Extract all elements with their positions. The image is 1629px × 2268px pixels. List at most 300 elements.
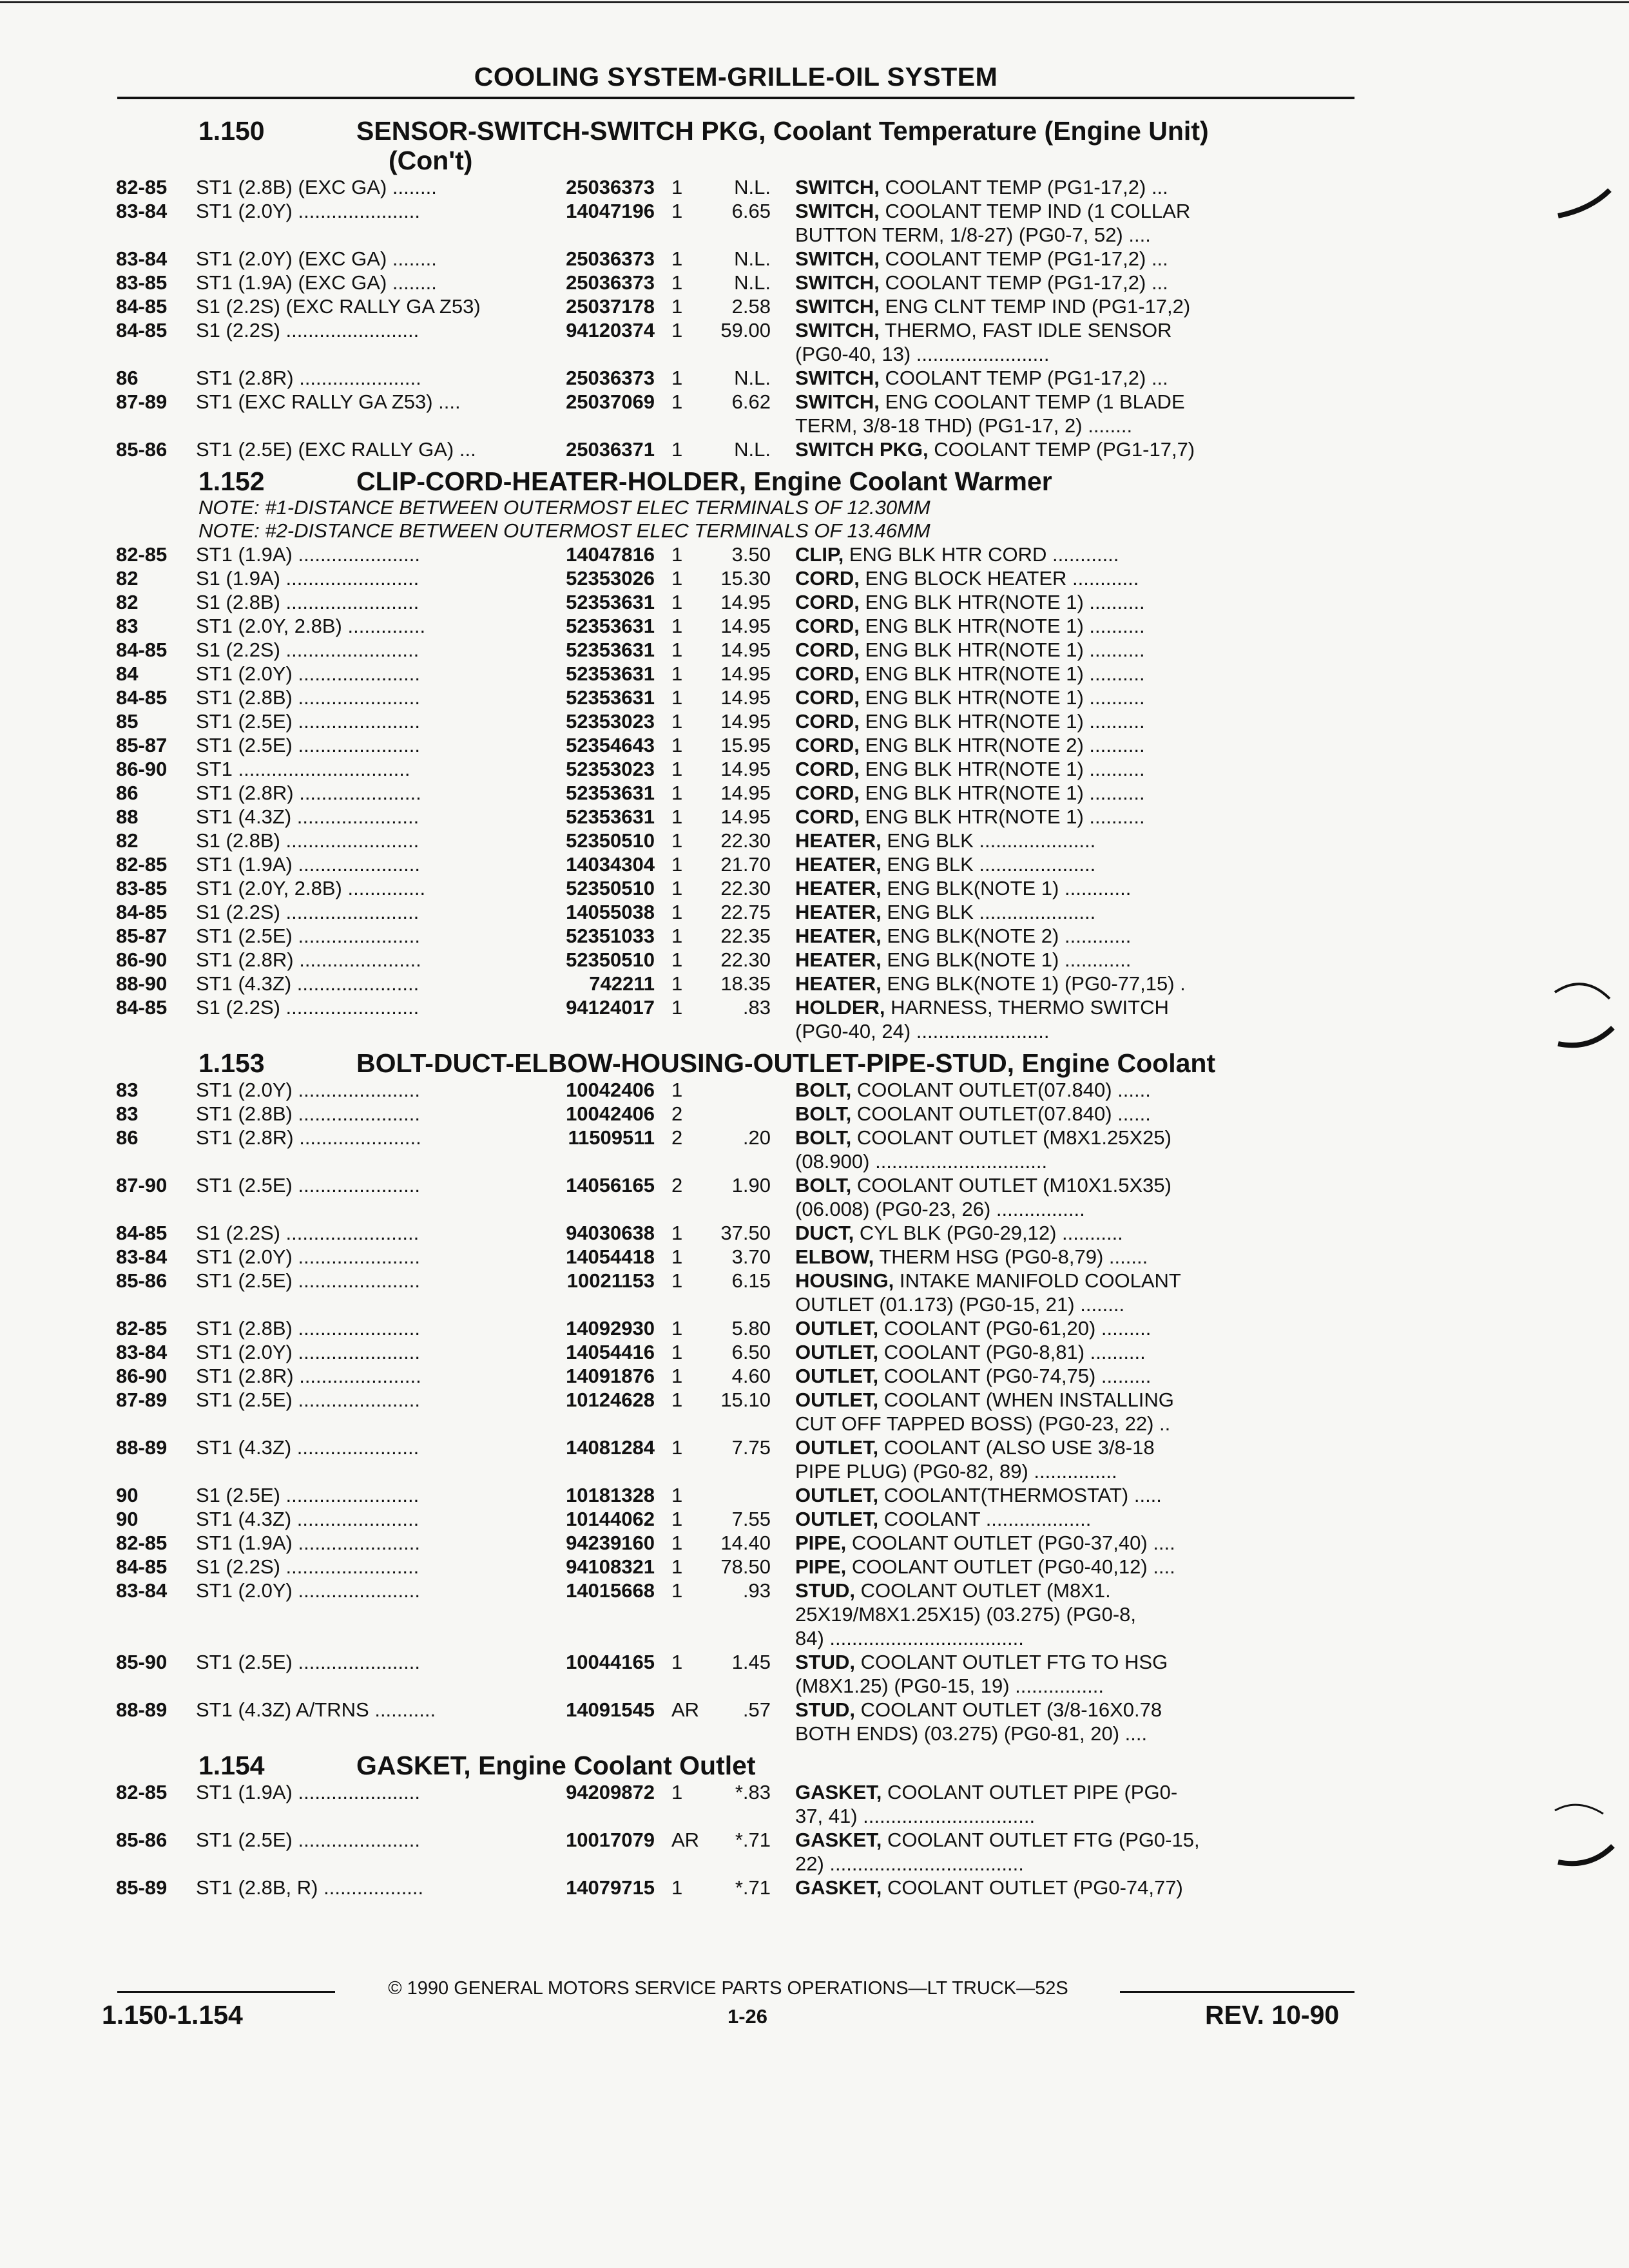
part-keyword: HOLDER, xyxy=(795,996,885,1019)
part-description xyxy=(795,590,1360,614)
application: ST1 (2.0Y) ...................... xyxy=(196,1079,420,1101)
part-description-text: COOLANT OUTLET(07.840) ...... xyxy=(851,1102,1151,1125)
part-number: 52353631 xyxy=(566,782,655,804)
part-row xyxy=(116,757,1360,781)
price: 15.10 xyxy=(720,1389,771,1411)
part-row xyxy=(116,1650,1360,1698)
part-number: 14054418 xyxy=(566,1245,655,1268)
application: ST1 (2.8B) ...................... xyxy=(196,1317,420,1340)
part-keyword: STUD, xyxy=(795,1698,855,1721)
part-keyword: OUTLET, xyxy=(795,1389,879,1411)
part-number: 52353026 xyxy=(566,567,655,590)
part-description-text: THERMO, FAST IDLE SENSOR (PG0-40, 13) ........................ xyxy=(795,319,1172,365)
footer-rule-left xyxy=(117,1991,335,1993)
quantity: 1 xyxy=(671,1245,683,1268)
section-number: 1.153 xyxy=(198,1048,265,1078)
price: 14.40 xyxy=(720,1532,771,1554)
price: 7.75 xyxy=(731,1436,771,1459)
model-years: 82 xyxy=(116,567,139,590)
part-row xyxy=(116,1364,1360,1388)
quantity: 1 xyxy=(671,829,683,852)
catalog-section xyxy=(116,466,1360,1043)
part-description-text: COOLANT OUTLET (M8X1. 25X19/M8X1.25X15) (03.275) (PG0-8, 84) ................................... xyxy=(795,1579,1137,1649)
part-row xyxy=(116,566,1360,590)
part-description-text: ENG BLOCK HEATER ............ xyxy=(859,567,1139,590)
part-row xyxy=(116,1507,1360,1531)
part-description-text: COOLANT (PG0-74,75) ......... xyxy=(878,1365,1152,1387)
quantity: 1 xyxy=(671,710,683,733)
part-keyword: CORD, xyxy=(795,686,860,709)
revision-label: REV. 10-90 xyxy=(1205,2000,1340,2030)
part-number: 25036371 xyxy=(566,438,655,461)
quantity: 1 xyxy=(671,247,683,270)
part-row xyxy=(116,972,1360,995)
part-row xyxy=(116,1531,1360,1555)
part-description-text: COOLANT OUTLET(07.840) ...... xyxy=(851,1079,1151,1101)
part-description-text: THERM HSG (PG0-8,79) ....... xyxy=(874,1245,1148,1268)
part-description-text: COOLANT OUTLET (PG0-40,12) .... xyxy=(846,1555,1175,1578)
model-years: 87-89 xyxy=(116,1389,168,1411)
part-description-text: COOLANT ................... xyxy=(878,1508,1092,1530)
part-description xyxy=(795,948,1360,972)
price: 14.95 xyxy=(720,782,771,804)
part-keyword: SWITCH, xyxy=(795,295,880,318)
page-number: 1-26 xyxy=(727,2005,768,2028)
price: *.71 xyxy=(735,1876,771,1899)
application: ST1 (2.5E) ...................... xyxy=(196,1269,420,1292)
part-description xyxy=(795,294,1360,318)
part-keyword: ELBOW, xyxy=(795,1245,874,1268)
part-keyword: DUCT, xyxy=(795,1222,854,1244)
model-years: 82-85 xyxy=(116,853,168,876)
quantity: 1 xyxy=(671,176,683,198)
part-description xyxy=(795,1780,1360,1828)
parts-catalog xyxy=(116,111,1360,1899)
part-keyword: GASKET, xyxy=(795,1829,882,1851)
quantity: 1 xyxy=(671,390,683,413)
price: 22.30 xyxy=(720,829,771,852)
part-description xyxy=(795,1436,1360,1483)
quantity: 1 xyxy=(671,925,683,947)
part-row xyxy=(116,590,1360,614)
part-keyword: GASKET, xyxy=(795,1781,882,1803)
part-description xyxy=(795,1388,1360,1436)
part-keyword: BOLT, xyxy=(795,1079,852,1101)
model-years: 82-85 xyxy=(116,176,168,198)
part-description xyxy=(795,972,1360,995)
part-number: 14081284 xyxy=(566,1436,655,1459)
part-description-text: ENG BLK HTR(NOTE 1) .......... xyxy=(859,615,1145,637)
quantity: 1 xyxy=(671,1651,683,1673)
application: ST1 (2.5E) ...................... xyxy=(196,1389,420,1411)
model-years: 86 xyxy=(116,367,139,389)
price: 22.30 xyxy=(720,877,771,899)
application: ST1 (2.5E) ...................... xyxy=(196,1651,420,1673)
price: 2.58 xyxy=(731,295,771,318)
part-row xyxy=(116,733,1360,757)
application: ST1 (4.3Z) ...................... xyxy=(196,1508,419,1530)
model-years: 83-84 xyxy=(116,247,168,270)
section-heading xyxy=(116,116,1360,175)
part-description-text: ENG BLK HTR(NOTE 1) .......... xyxy=(859,782,1145,804)
model-years: 88-90 xyxy=(116,972,168,995)
price: .57 xyxy=(742,1698,771,1721)
application: ST1 (2.8R) ...................... xyxy=(196,948,421,971)
quantity: 1 xyxy=(671,1532,683,1554)
section-title xyxy=(356,1751,1360,1780)
part-row xyxy=(116,1780,1360,1828)
part-number: 14015668 xyxy=(566,1579,655,1602)
part-keyword: CORD, xyxy=(795,567,860,590)
part-description-text: COOLANT OUTLET FTG (PG0-15, 22) ................................... xyxy=(795,1829,1200,1875)
footer-rule-right xyxy=(1120,1991,1354,1993)
catalog-section xyxy=(116,1048,1360,1745)
price: 5.80 xyxy=(731,1317,771,1340)
part-row xyxy=(116,1245,1360,1269)
part-description xyxy=(795,1555,1360,1579)
part-description-text: COOLANT TEMP (PG1-17,2) ... xyxy=(879,247,1168,270)
price: 78.50 xyxy=(720,1555,771,1578)
application: ST1 ............................... xyxy=(196,758,410,780)
catalog-section xyxy=(116,116,1360,461)
application: ST1 (4.3Z) ...................... xyxy=(196,805,419,828)
part-number: 14056165 xyxy=(566,1174,655,1196)
part-description-text: COOLANT OUTLET FTG TO HSG (M8X1.25) (PG0-15, 19) ................ xyxy=(795,1651,1168,1697)
part-description xyxy=(795,1828,1360,1876)
part-keyword: CORD, xyxy=(795,758,860,780)
part-keyword: HEATER, xyxy=(795,829,882,852)
part-number: 52353631 xyxy=(566,662,655,685)
quantity: 1 xyxy=(671,1079,683,1101)
part-number: 52353631 xyxy=(566,805,655,828)
binder-hole-mark-icon xyxy=(1552,973,1629,1070)
application: ST1 (2.8R) ...................... xyxy=(196,782,421,804)
application: ST1 (1.9A) ...................... xyxy=(196,1532,420,1554)
price: *.71 xyxy=(735,1829,771,1851)
quantity: 1 xyxy=(671,639,683,661)
model-years: 90 xyxy=(116,1484,139,1506)
quantity: 1 xyxy=(671,367,683,389)
application: S1 (2.8B) ........................ xyxy=(196,591,419,613)
part-keyword: OUTLET, xyxy=(795,1508,879,1530)
section-title xyxy=(356,466,1360,496)
part-number: 52353631 xyxy=(566,686,655,709)
application: S1 (2.2S) ........................ xyxy=(196,901,419,923)
part-keyword: BOLT, xyxy=(795,1102,852,1125)
price: 21.70 xyxy=(720,853,771,876)
price: 22.30 xyxy=(720,948,771,971)
price: 22.35 xyxy=(720,925,771,947)
part-row xyxy=(116,1316,1360,1340)
model-years: 83-84 xyxy=(116,1341,168,1363)
quantity: 1 xyxy=(671,1341,683,1363)
part-row xyxy=(116,1126,1360,1173)
model-years: 84-85 xyxy=(116,1222,168,1244)
part-description-text: COOLANT OUTLET (PG0-74,77) xyxy=(882,1876,1183,1899)
quantity: 1 xyxy=(671,1222,683,1244)
part-keyword: CORD, xyxy=(795,734,860,756)
part-number: 10042406 xyxy=(566,1102,655,1125)
part-description-text: COOLANT (WHEN INSTALLING CUT OFF TAPPED BOSS) (PG0-23, 22) .. xyxy=(795,1389,1174,1435)
part-description xyxy=(795,781,1360,805)
part-number: 14047816 xyxy=(566,543,655,566)
part-keyword: SWITCH PKG, xyxy=(795,438,929,461)
quantity: 1 xyxy=(671,1876,683,1899)
application: ST1 (2.8R) ...................... xyxy=(196,367,421,389)
part-number: 14047196 xyxy=(566,200,655,222)
part-keyword: GASKET, xyxy=(795,1876,882,1899)
model-years: 83 xyxy=(116,1102,139,1125)
quantity: 1 xyxy=(671,805,683,828)
model-years: 84-85 xyxy=(116,996,168,1019)
model-years: 88-89 xyxy=(116,1436,168,1459)
application: S1 (2.2S) ........................ xyxy=(196,1222,419,1244)
part-description xyxy=(795,1364,1360,1388)
part-keyword: SWITCH, xyxy=(795,200,880,222)
part-keyword: CORD, xyxy=(795,710,860,733)
price: .20 xyxy=(742,1126,771,1149)
model-years: 85-90 xyxy=(116,1651,168,1673)
section-heading xyxy=(116,1048,1360,1078)
model-years: 90 xyxy=(116,1508,139,1530)
price: 14.95 xyxy=(720,591,771,613)
price: 14.95 xyxy=(720,615,771,637)
part-keyword: CORD, xyxy=(795,591,860,613)
quantity: 1 xyxy=(671,1579,683,1602)
quantity: 1 xyxy=(671,319,683,341)
part-description xyxy=(795,1078,1360,1102)
section-title xyxy=(356,116,1360,175)
part-keyword: BOLT, xyxy=(795,1174,852,1196)
model-years: 82 xyxy=(116,591,139,613)
section-number: 1.154 xyxy=(198,1751,265,1780)
part-description-text: COOLANT OUTLET (M8X1.25X25) (08.900) ............................... xyxy=(795,1126,1171,1173)
quantity: 1 xyxy=(671,438,683,461)
price: 15.30 xyxy=(720,567,771,590)
price: 14.95 xyxy=(720,710,771,733)
part-description-text: ENG COOLANT TEMP (1 BLADE TERM, 3/8-18 THD) (PG1-17, 2) ........ xyxy=(795,390,1185,437)
part-row xyxy=(116,199,1360,247)
part-description xyxy=(795,995,1360,1043)
application: S1 (2.2S) ........................ xyxy=(196,639,419,661)
application: ST1 (2.8B) ...................... xyxy=(196,686,420,709)
quantity: 1 xyxy=(671,758,683,780)
part-description-text: COOLANT (PG0-8,81) .......... xyxy=(878,1341,1146,1363)
application: ST1 (1.9A) ...................... xyxy=(196,1781,420,1803)
model-years: 84-85 xyxy=(116,686,168,709)
model-years: 86-90 xyxy=(116,1365,168,1387)
price: 1.90 xyxy=(731,1174,771,1196)
part-number: 10181328 xyxy=(566,1484,655,1506)
quantity: 1 xyxy=(671,948,683,971)
application: ST1 (4.3Z) ...................... xyxy=(196,1436,419,1459)
part-description xyxy=(795,199,1360,247)
part-keyword: SWITCH, xyxy=(795,176,880,198)
part-row xyxy=(116,1340,1360,1364)
part-keyword: CLIP, xyxy=(795,543,844,566)
part-description xyxy=(795,1483,1360,1507)
section-subtitle: (Con't) xyxy=(389,146,473,175)
part-row xyxy=(116,437,1360,461)
quantity: 1 xyxy=(671,1269,683,1292)
part-keyword: PIPE, xyxy=(795,1555,847,1578)
part-keyword: OUTLET, xyxy=(795,1484,879,1506)
model-years: 84-85 xyxy=(116,295,168,318)
part-keyword: HOUSING, xyxy=(795,1269,894,1292)
application: ST1 (1.9A) ...................... xyxy=(196,543,420,566)
application: S1 (2.2S) ........................ xyxy=(196,996,419,1019)
part-description-text: ENG BLK HTR(NOTE 1) .......... xyxy=(859,758,1145,780)
section-title xyxy=(356,1048,1360,1078)
quantity: 1 xyxy=(671,200,683,222)
part-description xyxy=(795,1173,1360,1221)
quantity: AR xyxy=(671,1698,700,1721)
part-keyword: SWITCH, xyxy=(795,319,880,341)
price: 14.95 xyxy=(720,662,771,685)
model-years: 83-84 xyxy=(116,200,168,222)
quantity: 1 xyxy=(671,734,683,756)
part-description-text: ENG CLNT TEMP IND (PG1-17,2) xyxy=(879,295,1191,318)
part-description xyxy=(795,1507,1360,1531)
part-keyword: OUTLET, xyxy=(795,1317,879,1340)
section-number: 1.150 xyxy=(198,116,265,146)
model-years: 84 xyxy=(116,662,139,685)
part-description xyxy=(795,1316,1360,1340)
part-description-text: ENG BLK HTR(NOTE 1) .......... xyxy=(859,591,1145,613)
part-description-text: ENG BLK HTR(NOTE 1) .......... xyxy=(859,710,1145,733)
price: 14.95 xyxy=(720,758,771,780)
part-row xyxy=(116,271,1360,294)
part-description-text: COOLANT OUTLET (PG0-37,40) .... xyxy=(846,1532,1175,1554)
part-description xyxy=(795,638,1360,662)
part-description xyxy=(795,829,1360,852)
part-description-text: ENG BLK HTR(NOTE 1) .......... xyxy=(859,686,1145,709)
price: .83 xyxy=(742,996,771,1019)
application: ST1 (4.3Z) ...................... xyxy=(196,972,419,995)
section-note: NOTE: #2-DISTANCE BETWEEN OUTERMOST ELEC TERMINALS OF 13.46MM xyxy=(198,519,930,542)
part-description xyxy=(795,175,1360,199)
part-description xyxy=(795,805,1360,829)
part-description-text: ENG BLK(NOTE 1) (PG0-77,15) . xyxy=(881,972,1186,995)
part-number: 52351033 xyxy=(566,925,655,947)
part-keyword: CORD, xyxy=(795,782,860,804)
quantity: 1 xyxy=(671,1317,683,1340)
part-description-text: HARNESS, THERMO SWITCH (PG0-40, 24) ........................ xyxy=(795,996,1169,1043)
part-keyword: PIPE, xyxy=(795,1532,847,1554)
header-rule xyxy=(117,97,1354,99)
application: ST1 (2.0Y) ...................... xyxy=(196,1245,420,1268)
model-years: 82-85 xyxy=(116,543,168,566)
part-description-text: ENG BLK HTR(NOTE 1) .......... xyxy=(859,662,1145,685)
part-row xyxy=(116,900,1360,924)
part-row xyxy=(116,1828,1360,1876)
quantity: 1 xyxy=(671,567,683,590)
part-description-text: COOLANT OUTLET (3/8-16X0.78 BOTH ENDS) (03.275) (PG0-81, 20) .... xyxy=(795,1698,1162,1745)
part-number: 52353023 xyxy=(566,758,655,780)
part-number: 14054416 xyxy=(566,1341,655,1363)
part-number: 25037069 xyxy=(566,390,655,413)
application: ST1 (4.3Z) A/TRNS ........... xyxy=(196,1698,436,1721)
part-description-text: COOLANT OUTLET (M10X1.5X35) (06.008) (PG0-23, 26) ................ xyxy=(795,1174,1171,1220)
part-keyword: OUTLET, xyxy=(795,1365,879,1387)
quantity: 1 xyxy=(671,271,683,294)
price: 6.50 xyxy=(731,1341,771,1363)
part-description xyxy=(795,1102,1360,1126)
application: ST1 (2.8B) (EXC GA) ........ xyxy=(196,176,437,198)
part-number: 25036373 xyxy=(566,247,655,270)
part-description-text: INTAKE MANIFOLD COOLANT OUTLET (01.173) (PG0-15, 21) ........ xyxy=(795,1269,1181,1316)
part-row xyxy=(116,995,1360,1043)
part-row xyxy=(116,638,1360,662)
application: ST1 (2.0Y, 2.8B) .............. xyxy=(196,615,426,637)
application: ST1 (2.8B, R) .................. xyxy=(196,1876,424,1899)
part-description xyxy=(795,1245,1360,1269)
model-years: 86-90 xyxy=(116,948,168,971)
part-description-text: ENG BLK(NOTE 2) ............ xyxy=(881,925,1132,947)
part-row xyxy=(116,709,1360,733)
part-description-text: ENG BLK HTR CORD ............ xyxy=(843,543,1119,566)
quantity: 1 xyxy=(671,1484,683,1506)
part-number: 52353023 xyxy=(566,710,655,733)
binder-hole-mark-icon xyxy=(1552,1791,1629,1888)
section-title-text: GASKET, Engine Coolant Outlet xyxy=(356,1751,756,1780)
price: 18.35 xyxy=(720,972,771,995)
model-years: 85-86 xyxy=(116,438,168,461)
part-number: 52353631 xyxy=(566,591,655,613)
part-number: 10021153 xyxy=(566,1269,655,1292)
price: N.L. xyxy=(734,176,771,198)
price: 4.60 xyxy=(731,1365,771,1387)
part-keyword: SWITCH, xyxy=(795,247,880,270)
model-years: 85-86 xyxy=(116,1269,168,1292)
part-description-text: COOLANT TEMP (PG1-17,7) xyxy=(928,438,1195,461)
quantity: 1 xyxy=(671,686,683,709)
part-row xyxy=(116,1173,1360,1221)
page-title: COOLING SYSTEM-GRILLE-OIL SYSTEM xyxy=(474,62,998,91)
part-number: 25036373 xyxy=(566,367,655,389)
application: S1 (2.5E) ........................ xyxy=(196,1484,419,1506)
part-keyword: OUTLET, xyxy=(795,1341,879,1363)
quantity: 1 xyxy=(671,1389,683,1411)
part-number: 94108321 xyxy=(566,1555,655,1578)
application: ST1 (EXC RALLY GA Z53) .... xyxy=(196,390,461,413)
part-description xyxy=(795,1531,1360,1555)
model-years: 86 xyxy=(116,782,139,804)
part-description-text: COOLANT TEMP IND (1 COLLAR BUTTON TERM, 1/8-27) (PG0-7, 52) .... xyxy=(795,200,1191,246)
part-row xyxy=(116,390,1360,437)
part-keyword: CORD, xyxy=(795,639,860,661)
model-years: 84-85 xyxy=(116,639,168,661)
part-description-text: ENG BLK(NOTE 1) ............ xyxy=(881,877,1132,899)
application: ST1 (2.0Y, 2.8B) .............. xyxy=(196,877,426,899)
part-description-text: COOLANT TEMP (PG1-17,2) ... xyxy=(879,271,1168,294)
part-row xyxy=(116,614,1360,638)
price: 14.95 xyxy=(720,805,771,828)
part-row xyxy=(116,781,1360,805)
price: 1.45 xyxy=(731,1651,771,1673)
part-number: 52353631 xyxy=(566,615,655,637)
price: 22.75 xyxy=(720,901,771,923)
part-row xyxy=(116,876,1360,900)
section-number: 1.152 xyxy=(198,466,265,496)
part-number: 25036373 xyxy=(566,176,655,198)
section-heading xyxy=(116,1751,1360,1780)
part-description xyxy=(795,686,1360,709)
quantity: 1 xyxy=(671,591,683,613)
part-row xyxy=(116,294,1360,318)
application: ST1 (2.5E) ...................... xyxy=(196,1829,420,1851)
application: ST1 (2.8B) ...................... xyxy=(196,1102,420,1125)
